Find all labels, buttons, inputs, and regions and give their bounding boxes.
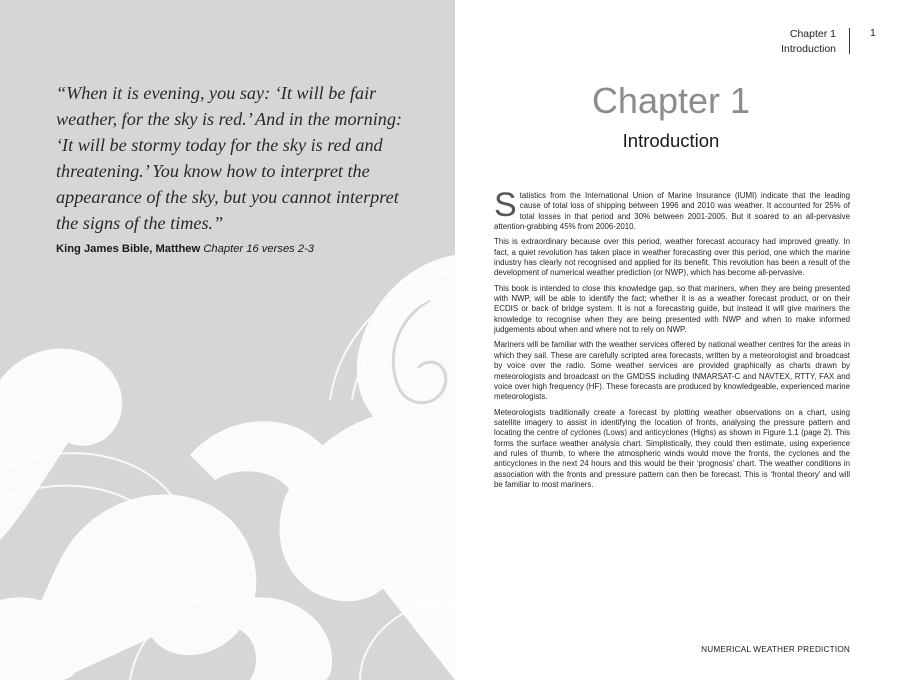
paragraph-5: Meteorologists traditionally create a forecast by plotting weather observations on a chart, using satellite imagery to assist in identifying the location of fronts, analysing the pressure pattern and locating the centre of cyclones (Lows) and anticyclones (Highs) as shown in Figure 1.1 (page 2). This forms the surface weather analysis chart. Simplistically, they could then estimate, using experience and rules of thumb, to where the atmospheric winds would move the fronts, the cyclones and the anticyclones in the next 24 hours and this would be their ‘prognosis’ chart. The weather conditions in association with the fronts and pressure pattern can then be forecast. This is ‘frontal theory’ and will be familiar to most mariners. [494, 407, 850, 489]
attribution-source: King James Bible, Matthew [56, 243, 201, 255]
body-text [494, 186, 851, 495]
paragraph-3: This book is intended to close this knowledge gap, so that mariners, when they are being presented with NWP, will be able to identify the fact; whether it is as a weather forecast product, or on their ECDIS or back of bridge system. It is not a forecasting guide, but instead it will give mariners the knowledge to recognise when they are being presented with NWP and when to make informed judgements about when and where not to rely on NWP. [494, 283, 850, 335]
paragraph-1 [494, 186, 850, 232]
footer-book-title: NUMERICAL WEATHER PREDICTION [701, 645, 850, 654]
epigraph-quote: “When it is evening, you say: ‘It will be fair weather, for the sky is red.’ And in the morning: ‘It will be stormy today for the sky is red and threatening.’ You know how to interpret the appearance of the sky, but you cannot interpret the signs of the times.” [56, 83, 403, 233]
attribution-reference: Chapter 16 verses 2-3 [203, 243, 315, 255]
paragraph-4: Mariners will be familiar with the weather services offered by national weather centres for the areas in which they sail. These are carefully scripted area forecasts, written by a meteorologist and broadcast by voice over the radio. Some weather services are provided graphically as charts drawn by meteorologists and broadcast on the GMDSS including INMARSAT-C and NAVTEX, RTTY, FAX and voice over high frequency (HF). These forecasts are produced by knowledgeable, experienced marine meteorologists. [494, 340, 851, 402]
chapter-number: Chapter 1 [591, 80, 751, 121]
running-head-title: Introduction [781, 43, 836, 55]
header-divider [849, 28, 850, 54]
paragraph-1-text: tatistics from the International Union of Marine Insurance (IUMI) indicate that the leading cause of total loss of shipping between 1996 and 2010 was weather. It accounted for 25% of total losses in that period and 30% between 2001-2005. But it soared to an all-pervasive attention-grabbing 45% from 2006-2010. [494, 191, 850, 232]
running-head-chapter: Chapter 1 [789, 28, 836, 40]
running-head [781, 27, 836, 57]
chapter-title: Introduction [622, 130, 720, 151]
right-page [455, 0, 906, 680]
paragraph-2: This is extraordinary because over this period, weather forecast accuracy had improved greatly. In fact, a quiet revolution has taken place in weather forecasting over this period, one which the marine industry has clearly not recognised and applied for its benefit. This revolution has been a result of the development of numerical weather prediction (or NWP), which has become all-pervasive. [494, 237, 850, 278]
drop-cap: S [494, 186, 517, 224]
epigraph-attribution [56, 243, 436, 255]
page-number: 1 [870, 27, 876, 39]
